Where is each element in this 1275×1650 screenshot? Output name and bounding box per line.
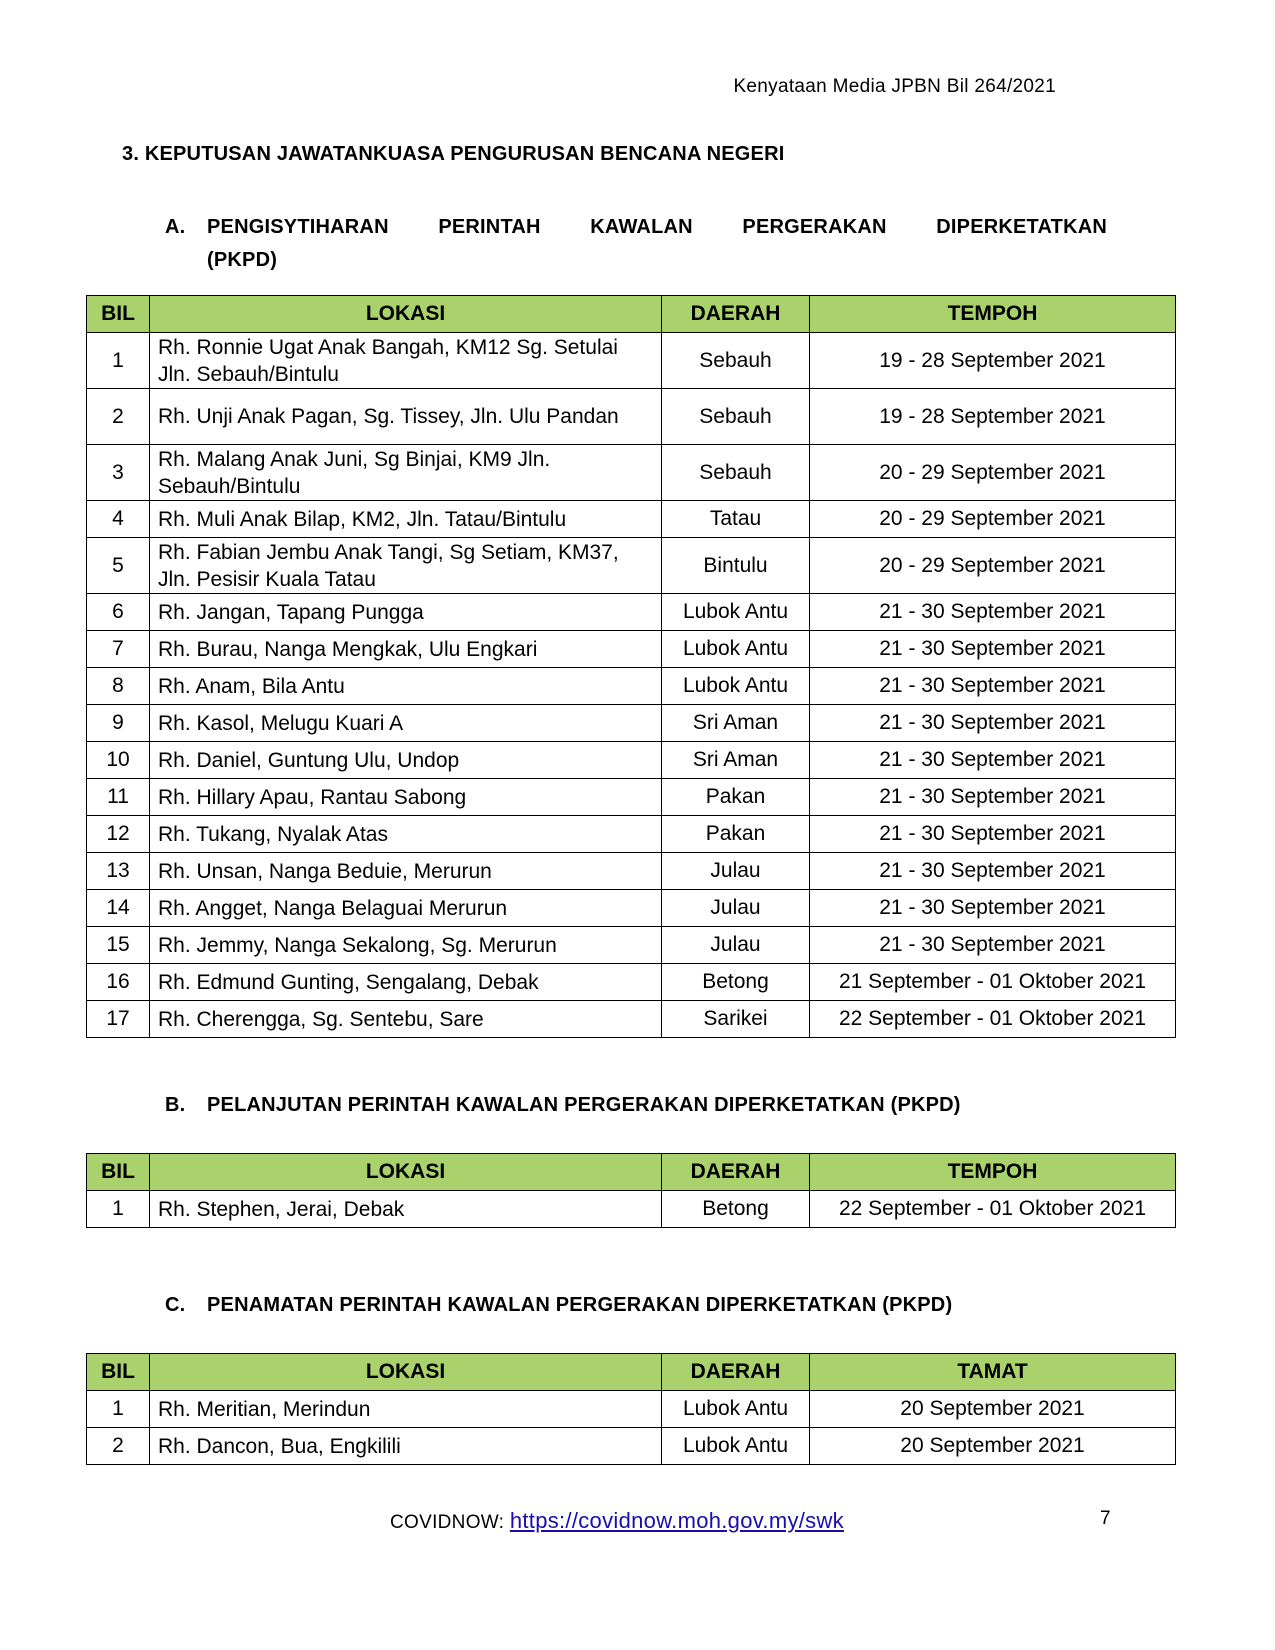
cell-lokasi: Rh. Unji Anak Pagan, Sg. Tissey, Jln. Ulu Pandan: [150, 389, 662, 445]
cell-bil: 2: [87, 389, 150, 445]
header-daerah: DAERAH: [662, 1154, 810, 1191]
table-header-row: [87, 1354, 1176, 1391]
cell-daerah: Sarikei: [662, 1001, 810, 1038]
cell-tempoh: 21 - 30 September 2021: [810, 816, 1176, 853]
cell-daerah: Sebauh: [662, 445, 810, 501]
header-tamat: TAMAT: [810, 1354, 1176, 1391]
table-row: [87, 1191, 1176, 1228]
cell-tempoh: 20 - 29 September 2021: [810, 538, 1176, 594]
cell-tempoh: 21 September - 01 Oktober 2021: [810, 964, 1176, 1001]
table-row: [87, 538, 1176, 594]
table-row: [87, 389, 1176, 445]
cell-lokasi: Rh. Ronnie Ugat Anak Bangah, KM12 Sg. Setulai Jln. Sebauh/Bintulu: [150, 333, 662, 389]
cell-bil: 1: [87, 1391, 150, 1428]
cell-daerah: Lubok Antu: [662, 1428, 810, 1465]
header-bil: BIL: [87, 1354, 150, 1391]
cell-tamat: 20 September 2021: [810, 1391, 1176, 1428]
cell-daerah: Betong: [662, 964, 810, 1001]
cell-tempoh: 21 - 30 September 2021: [810, 705, 1176, 742]
table-pelanjutan: [86, 1153, 1176, 1228]
cell-daerah: Bintulu: [662, 538, 810, 594]
cell-bil: 7: [87, 631, 150, 668]
cell-daerah: Sebauh: [662, 389, 810, 445]
table-row: [87, 594, 1176, 631]
header-daerah: DAERAH: [662, 296, 810, 333]
cell-lokasi: Rh. Jemmy, Nanga Sekalong, Sg. Merurun: [150, 927, 662, 964]
cell-daerah: Sri Aman: [662, 705, 810, 742]
cell-bil: 14: [87, 890, 150, 927]
table-row: [87, 445, 1176, 501]
section-title: 3. KEPUTUSAN JAWATANKUASA PENGURUSAN BENCANA NEGERI: [122, 143, 785, 165]
cell-bil: 8: [87, 668, 150, 705]
table-row: [87, 816, 1176, 853]
section-b-heading: [165, 1094, 961, 1117]
cell-lokasi: Rh. Meritian, Merindun: [150, 1391, 662, 1428]
cell-bil: 1: [87, 1191, 150, 1228]
cell-lokasi: Rh. Tukang, Nyalak Atas: [150, 816, 662, 853]
document-reference: Kenyataan Media JPBN Bil 264/2021: [733, 76, 1056, 97]
cell-daerah: Sebauh: [662, 333, 810, 389]
table-row: [87, 668, 1176, 705]
section-b-letter: B.: [165, 1094, 186, 1116]
table-pengisytiharan: [86, 295, 1176, 1038]
cell-bil: 12: [87, 816, 150, 853]
cell-daerah: Julau: [662, 890, 810, 927]
table-row: [87, 1001, 1176, 1038]
cell-bil: 15: [87, 927, 150, 964]
table-row: [87, 333, 1176, 389]
cell-tempoh: 19 - 28 September 2021: [810, 389, 1176, 445]
cell-lokasi: Rh. Daniel, Guntung Ulu, Undop: [150, 742, 662, 779]
cell-bil: 3: [87, 445, 150, 501]
cell-lokasi: Rh. Cherengga, Sg. Sentebu, Sare: [150, 1001, 662, 1038]
cell-tempoh: 21 - 30 September 2021: [810, 631, 1176, 668]
cell-bil: 10: [87, 742, 150, 779]
table-row: [87, 890, 1176, 927]
cell-daerah: Pakan: [662, 816, 810, 853]
cell-lokasi: Rh. Angget, Nanga Belaguai Merurun: [150, 890, 662, 927]
header-bil: BIL: [87, 1154, 150, 1191]
table-row: [87, 705, 1176, 742]
cell-lokasi: Rh. Anam, Bila Antu: [150, 668, 662, 705]
cell-bil: 4: [87, 501, 150, 538]
cell-lokasi: Rh. Fabian Jembu Anak Tangi, Sg Setiam, KM37, Jln. Pesisir Kuala Tatau: [150, 538, 662, 594]
cell-lokasi: Rh. Edmund Gunting, Sengalang, Debak: [150, 964, 662, 1001]
covidnow-link[interactable]: https://covidnow.moh.gov.my/swk: [509, 1508, 844, 1533]
cell-lokasi: Rh. Stephen, Jerai, Debak: [150, 1191, 662, 1228]
table-header-row: [87, 296, 1176, 333]
cell-daerah: Sri Aman: [662, 742, 810, 779]
cell-lokasi: Rh. Burau, Nanga Mengkak, Ulu Engkari: [150, 631, 662, 668]
cell-daerah: Betong: [662, 1191, 810, 1228]
cell-tempoh: 20 - 29 September 2021: [810, 445, 1176, 501]
cell-bil: 5: [87, 538, 150, 594]
cell-tempoh: 21 - 30 September 2021: [810, 668, 1176, 705]
cell-tempoh: 22 September - 01 Oktober 2021: [810, 1191, 1176, 1228]
cell-bil: 2: [87, 1428, 150, 1465]
cell-daerah: Lubok Antu: [662, 594, 810, 631]
cell-daerah: Pakan: [662, 779, 810, 816]
cell-bil: 16: [87, 964, 150, 1001]
section-a-heading: [165, 211, 1107, 277]
footer: [390, 1508, 844, 1534]
cell-tempoh: 19 - 28 September 2021: [810, 333, 1176, 389]
table-row: [87, 779, 1176, 816]
cell-tempoh: 21 - 30 September 2021: [810, 853, 1176, 890]
header-daerah: DAERAH: [662, 1354, 810, 1391]
cell-daerah: Julau: [662, 927, 810, 964]
section-b-title: PELANJUTAN PERINTAH KAWALAN PERGERAKAN DIPERKETATKAN (PKPD): [207, 1094, 961, 1116]
cell-bil: 17: [87, 1001, 150, 1038]
table-row: [87, 853, 1176, 890]
cell-tempoh: 21 - 30 September 2021: [810, 927, 1176, 964]
cell-daerah: Tatau: [662, 501, 810, 538]
cell-daerah: Lubok Antu: [662, 631, 810, 668]
section-c-heading: [165, 1294, 952, 1317]
header-lokasi: LOKASI: [150, 1154, 662, 1191]
header-lokasi: LOKASI: [150, 296, 662, 333]
header-bil: BIL: [87, 296, 150, 333]
cell-daerah: Lubok Antu: [662, 668, 810, 705]
table-row: [87, 631, 1176, 668]
cell-bil: 6: [87, 594, 150, 631]
cell-tempoh: 21 - 30 September 2021: [810, 779, 1176, 816]
cell-tempoh: 20 - 29 September 2021: [810, 501, 1176, 538]
cell-lokasi: Rh. Dancon, Bua, Engkilili: [150, 1428, 662, 1465]
cell-lokasi: Rh. Jangan, Tapang Pungga: [150, 594, 662, 631]
section-c-title: PENAMATAN PERINTAH KAWALAN PERGERAKAN DIPERKETATKAN (PKPD): [207, 1294, 953, 1316]
cell-bil: 11: [87, 779, 150, 816]
cell-lokasi: Rh. Unsan, Nanga Beduie, Merurun: [150, 853, 662, 890]
header-tempoh: TEMPOH: [810, 1154, 1176, 1191]
cell-tamat: 20 September 2021: [810, 1428, 1176, 1465]
table-row: [87, 1428, 1176, 1465]
cell-lokasi: Rh. Malang Anak Juni, Sg Binjai, KM9 Jln. Sebauh/Bintulu: [150, 445, 662, 501]
page-number: 7: [1100, 1508, 1111, 1529]
cell-daerah: Julau: [662, 853, 810, 890]
cell-lokasi: Rh. Kasol, Melugu Kuari A: [150, 705, 662, 742]
footer-label: COVIDNOW:: [390, 1512, 510, 1533]
table-row: [87, 501, 1176, 538]
section-c-letter: C.: [165, 1294, 186, 1316]
table-row: [87, 1391, 1176, 1428]
section-a-letter: A.: [165, 216, 186, 238]
table-row: [87, 964, 1176, 1001]
cell-lokasi: Rh. Hillary Apau, Rantau Sabong: [150, 779, 662, 816]
cell-tempoh: 21 - 30 September 2021: [810, 742, 1176, 779]
cell-tempoh: 21 - 30 September 2021: [810, 890, 1176, 927]
cell-tempoh: 22 September - 01 Oktober 2021: [810, 1001, 1176, 1038]
table-header-row: [87, 1154, 1176, 1191]
cell-bil: 1: [87, 333, 150, 389]
cell-bil: 13: [87, 853, 150, 890]
cell-daerah: Lubok Antu: [662, 1391, 810, 1428]
table-row: [87, 927, 1176, 964]
header-lokasi: LOKASI: [150, 1354, 662, 1391]
table-penamatan: [86, 1353, 1176, 1465]
cell-bil: 9: [87, 705, 150, 742]
cell-tempoh: 21 - 30 September 2021: [810, 594, 1176, 631]
section-a-title: PENGISYTIHARAN PERINTAH KAWALAN PERGERAKAN DIPERKETATKAN (PKPD): [207, 216, 1107, 271]
cell-lokasi: Rh. Muli Anak Bilap, KM2, Jln. Tatau/Bintulu: [150, 501, 662, 538]
table-row: [87, 742, 1176, 779]
header-tempoh: TEMPOH: [810, 296, 1176, 333]
